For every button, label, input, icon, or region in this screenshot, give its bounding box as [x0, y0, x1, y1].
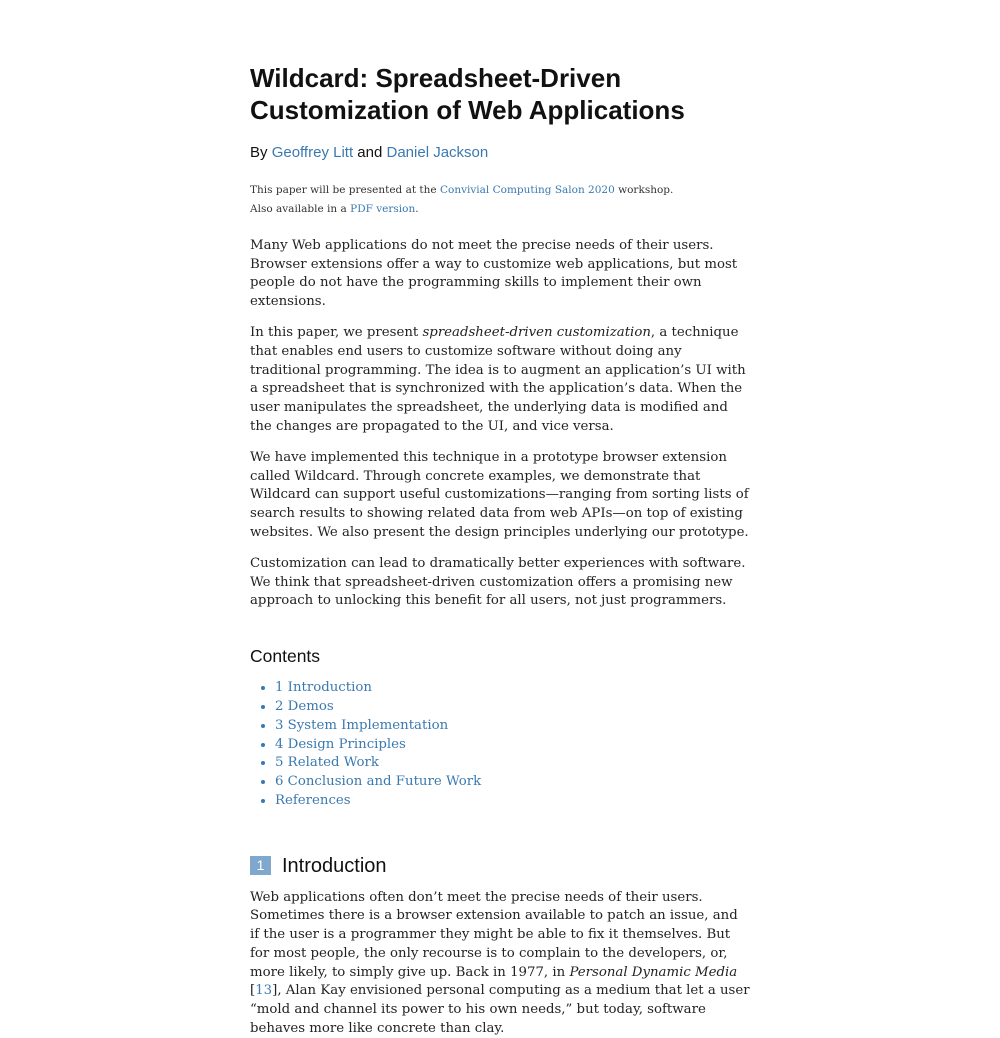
table-of-contents: [250, 679, 750, 811]
toc-link-references[interactable]: References: [275, 792, 351, 808]
publication-note: [250, 181, 750, 218]
citation-link-13[interactable]: 13: [255, 983, 273, 999]
section-heading-introduction: [250, 854, 750, 878]
byline-prefix: By: [250, 144, 268, 161]
toc-link-introduction[interactable]: 1 Introduction: [275, 680, 372, 696]
toc-link-design-principles[interactable]: 4 Design Principles: [275, 736, 406, 752]
article: [250, 0, 750, 1038]
note-pdf-prefix: Also available in a: [250, 202, 347, 215]
toc-item-system-implementation: [275, 717, 750, 736]
abstract-p2-emphasis: spreadsheet-driven customization: [422, 325, 651, 341]
intro-p1-c: ], Alan Kay envisioned personal computing as a medium that let a user “mold and channel its power to his own needs,” but today, software behaves more like concrete than clay.: [250, 983, 750, 1036]
note-venue-prefix: This paper will be presented at the: [250, 184, 437, 196]
toc-item-related-work: [275, 754, 750, 773]
note-line-venue: [250, 181, 750, 200]
pdf-version-link[interactable]: PDF version: [350, 202, 416, 215]
abstract-p2-prefix: In this paper, we present: [250, 325, 419, 341]
contents-heading: Contents: [250, 646, 321, 667]
abstract: [250, 237, 750, 611]
byline-conjunction: and: [357, 144, 383, 161]
toc-link-system-implementation[interactable]: 3 System Implementation: [275, 717, 449, 733]
abstract-paragraph-1: Many Web applications do not meet the precise needs of their users. Browser extensions offer a way to customize web applications, but most people do not have the programming skills to implement their own extensions.: [250, 238, 738, 310]
abstract-paragraph-3: We have implemented this technique in a prototype browser extension called Wildcard. Through concrete examples, we demonstrate that Wildcard can support useful customizations—ranging from sorting lists of search results to showing related data from web APIs—on top of existing websites. We also present the design principles underlying our prototype.: [250, 450, 749, 540]
toc-item-conclusion: [275, 773, 750, 792]
byline: [250, 143, 750, 163]
abstract-paragraph-4: Customization can lead to dramatically better experiences with software. We think that spreadsheet-driven customization offers a promising new approach to unlocking this benefit for all users, not just programmers.: [250, 556, 746, 609]
toc-item-design-principles: [275, 736, 750, 755]
venue-link[interactable]: Convivial Computing Salon 2020: [439, 184, 615, 196]
note-line-pdf: [250, 200, 750, 219]
toc-link-related-work[interactable]: 5 Related Work: [275, 755, 379, 771]
author-link-daniel-jackson[interactable]: Daniel Jackson: [386, 144, 489, 161]
paper-title: Wildcard: Spreadsheet-Driven Customization of Web Applications: [250, 63, 685, 125]
note-venue-suffix: workshop.: [618, 184, 674, 196]
abstract-p2-suffix: , a technique that enables end users to customize software without doing any traditional programming. The idea is to augment an application’s UI with a spreadsheet that is synchronized with the application’s data. When the user manipulates the spreadsheet, the underlying data is modified and the changes are propagated to the UI, and vice versa.: [250, 325, 746, 434]
toc-item-references: [275, 792, 750, 811]
toc-item-introduction: [275, 679, 750, 698]
toc-link-demos[interactable]: 2 Demos: [275, 698, 334, 714]
abstract-paragraph-2: [250, 324, 750, 436]
toc-item-demos: [275, 698, 750, 717]
intro-p1-bracket-open: [: [250, 983, 256, 999]
section-title: Introduction: [282, 854, 387, 877]
author-link-geoffrey-litt[interactable]: Geoffrey Litt: [271, 144, 354, 161]
introduction-paragraph-1: [250, 889, 750, 1038]
intro-p1-emphasis: Personal Dynamic Media: [569, 964, 738, 980]
section-number-badge: 1: [250, 856, 271, 875]
note-pdf-suffix: .: [415, 202, 419, 215]
intro-p1-a: Web applications often don’t meet the precise needs of their users. Sometimes there is a browser extension available to patch an issue, and if the user is a programmer they might be able to fix it themselves. But for most people, the only recourse is to complain to the developers, or, more likely, to simply give up. Back in 1977, in: [250, 889, 738, 980]
toc-link-conclusion[interactable]: 6 Conclusion and Future Work: [275, 774, 482, 790]
